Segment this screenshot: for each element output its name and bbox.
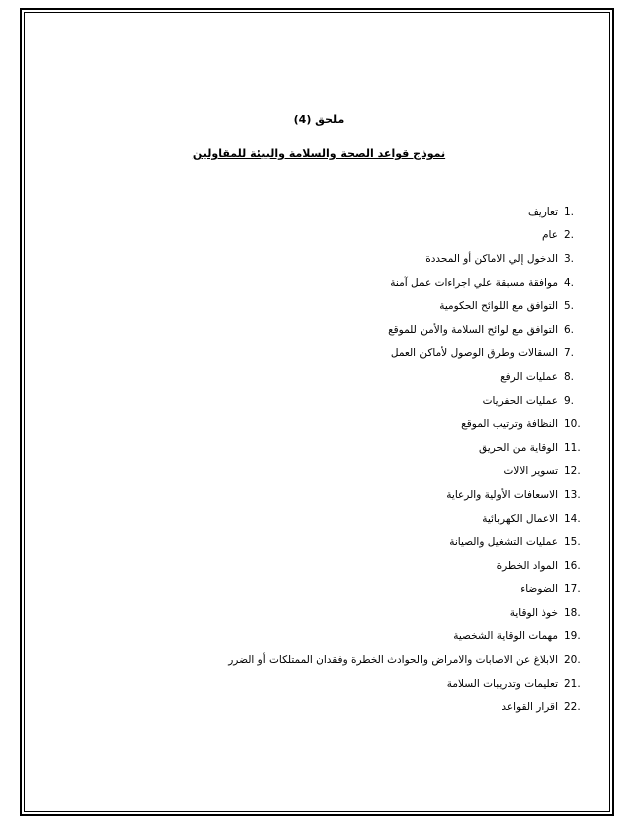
document-subtitle: نموذج قواعد الصحة والسلامة والبيئة للمقاولين xyxy=(192,147,446,160)
list-item-text: الابلاغ عن الاصابات والامراض والحوادث الخطرة وفقدان الممتلكات أو الضرر xyxy=(228,654,558,667)
list-item-number: 6. xyxy=(564,323,575,336)
list-item xyxy=(66,365,586,389)
list-item-number: 9. xyxy=(564,394,575,407)
list-item xyxy=(66,530,586,554)
list-item-text: خوذ الوقاية xyxy=(509,606,558,619)
list-item xyxy=(66,695,586,719)
list-item-text: النظافة وترتيب الموقع xyxy=(461,418,558,431)
list-item xyxy=(66,389,586,413)
list-item-number: 12. xyxy=(564,465,581,478)
list-item xyxy=(66,412,586,436)
list-item-number: 7. xyxy=(564,347,575,360)
list-item-number: 19. xyxy=(564,630,581,643)
list-item-text: تعاريف xyxy=(527,205,558,218)
list-item-number: 22. xyxy=(564,701,581,714)
list-item-text: الوقاية من الحريق xyxy=(479,441,558,454)
list-item-number: 5. xyxy=(564,300,575,313)
list-item-number: 20. xyxy=(564,654,581,667)
list-item xyxy=(66,342,586,366)
list-item-number: 13. xyxy=(564,488,581,501)
list-item-number: 3. xyxy=(564,252,575,265)
list-item xyxy=(66,578,586,602)
list-item xyxy=(66,271,586,295)
list-item-text: عمليات الرفع xyxy=(500,370,558,383)
list-item-text: الضوضاء xyxy=(520,583,558,596)
list-item-text: الدخول إلي الاماكن أو المحددة xyxy=(425,252,558,265)
list-item xyxy=(66,200,586,224)
list-item-text: عمليات الحفريات xyxy=(482,394,558,407)
list-item-text: عام xyxy=(542,229,558,242)
list-item xyxy=(66,625,586,649)
list-item xyxy=(66,294,586,318)
annex-title: ملحق (4) xyxy=(293,113,345,126)
list-item xyxy=(66,436,586,460)
list-item-number: 18. xyxy=(564,606,581,619)
list-item-text: تعليمات وتدريبات السلامة xyxy=(446,677,558,690)
list-item xyxy=(66,672,586,696)
list-item-number: 17. xyxy=(564,583,581,596)
list-item-text: التوافق مع اللوائح الحكومية xyxy=(439,300,558,313)
list-item xyxy=(66,507,586,531)
list-item-text: الاسعافات الأولية والرعاية xyxy=(446,488,558,501)
list-item-text: السقالات وطرق الوصول لأماكن العمل xyxy=(390,347,558,360)
list-item-number: 15. xyxy=(564,536,581,549)
list-item xyxy=(66,224,586,248)
list-item xyxy=(66,648,586,672)
list-item-text: عمليات التشغيل والصيانة xyxy=(449,536,558,549)
list-item-number: 8. xyxy=(564,370,575,383)
table-of-contents xyxy=(66,200,586,719)
list-item-text: موافقة مسبقة علي اجراءات عمل آمنة xyxy=(390,276,558,289)
list-item xyxy=(66,601,586,625)
list-item-text: المواد الخطرة xyxy=(496,559,558,572)
list-item xyxy=(66,318,586,342)
list-item-text: التوافق مع لوائح السلامة والأمن للموقع xyxy=(388,323,558,336)
list-item-text: الاعمال الكهربائية xyxy=(482,512,558,525)
list-item-number: 1. xyxy=(564,205,575,218)
list-item-number: 4. xyxy=(564,276,575,289)
list-item-number: 11. xyxy=(564,441,581,454)
list-item xyxy=(66,554,586,578)
list-item-number: 14. xyxy=(564,512,581,525)
list-item-number: 21. xyxy=(564,677,581,690)
list-item xyxy=(66,460,586,484)
list-item-number: 16. xyxy=(564,559,581,572)
list-item xyxy=(66,483,586,507)
list-item-number: 2. xyxy=(564,229,575,242)
list-item-text: اقرار القواعد xyxy=(501,701,558,714)
list-item-text: تسوير الالات xyxy=(503,465,558,478)
list-item-text: مهمات الوقاية الشخصية xyxy=(453,630,558,643)
list-item-number: 10. xyxy=(564,418,581,431)
list-item xyxy=(66,247,586,271)
